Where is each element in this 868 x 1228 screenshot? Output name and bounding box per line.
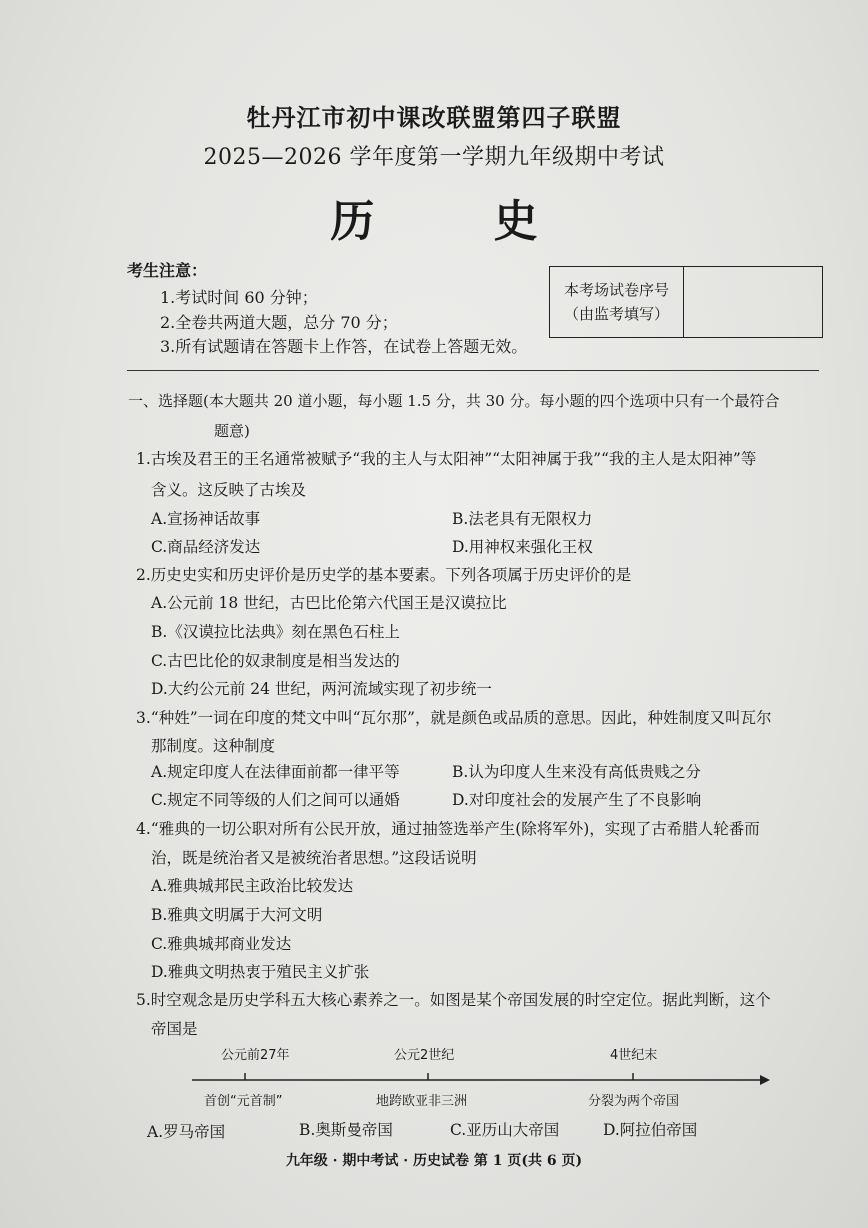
q2-option-a: A.公元前 18 世纪，古巴比伦第六代国王是汉谟拉比 xyxy=(151,594,507,612)
q1-option-a: A.宣扬神话故事 xyxy=(151,510,261,528)
q4-stem-line2: 治，既是统治者又是被统治者思想。”这段话说明 xyxy=(151,849,477,867)
timeline-bottom-label-2: 地跨欧亚非三洲 xyxy=(376,1094,468,1109)
seat-number-label xyxy=(550,267,684,337)
timeline-bottom-label-1: 首创“元首制” xyxy=(204,1094,283,1109)
exam-organizer-title: 牡丹江市初中课改联盟第四子联盟 xyxy=(246,103,622,132)
notice-item-3: 3.所有试题请在答题卡上作答，在试卷上答题无效。 xyxy=(160,337,528,356)
q1-option-d: D.用神权来强化王权 xyxy=(452,538,593,556)
timeline-top-label-1: 公元前27年 xyxy=(221,1048,290,1063)
q2-option-c: C.古巴比伦的奴隶制度是相当发达的 xyxy=(151,652,400,670)
q5-option-c: C.亚历山大帝国 xyxy=(450,1121,560,1139)
q1-option-c: C.商品经济发达 xyxy=(151,538,261,556)
seat-number-label-line1: 本考场试卷序号 xyxy=(563,281,669,299)
q3-option-b: B.认为印度人生来没有高低贵贱之分 xyxy=(452,763,701,781)
q1-option-b: B.法老具有无限权力 xyxy=(452,510,593,528)
q3-option-c: C.规定不同等级的人们之间可以通婚 xyxy=(151,791,400,809)
q4-option-b: B.雅典文明属于大河文明 xyxy=(151,906,323,924)
seat-number-label-line2: （由监考填写） xyxy=(563,305,669,323)
q5-option-d: D.阿拉伯帝国 xyxy=(603,1121,698,1139)
q3-stem-line1: 3.“种姓”一词在印度的梵文中叫“瓦尔那”，就是颜色或品质的意思。因此，种姓制度又叫瓦尔 xyxy=(136,709,772,727)
timeline-top-label-2: 公元2世纪 xyxy=(394,1048,455,1063)
q2-stem-line1: 2.历史史实和历史评价是历史学的基本要素。下列各项属于历史评价的是 xyxy=(136,566,632,584)
q4-option-d: D.雅典文明热衷于殖民主义扩张 xyxy=(151,963,370,981)
q3-stem-line2: 那制度。这种制度 xyxy=(151,737,276,755)
exam-term-title: 2025—2026 学年度第一学期九年级期中考试 xyxy=(203,145,665,170)
timeline-bottom-label-3: 分裂为两个帝国 xyxy=(588,1094,680,1109)
section1-heading: 一、选择题(本大题共 20 道小题，每小题 1.5 分，共 30 分。每小题的四个选项中只有一个最符合 xyxy=(128,392,780,410)
q5-option-b: B.奥斯曼帝国 xyxy=(299,1121,393,1139)
header-divider xyxy=(127,370,819,371)
notice-title: 考生注意： xyxy=(127,261,208,280)
q3-option-d: D.对印度社会的发展产生了不良影响 xyxy=(452,791,702,809)
q1-stem-line1: 1.古埃及君王的王名通常被赋予“我的主人与太阳神”“太阳神属于我”“我的主人是太阳神”等 xyxy=(136,450,757,468)
q2-option-b: B.《汉谟拉比法典》刻在黑色石柱上 xyxy=(151,623,400,641)
q2-option-d: D.大约公元前 24 世纪，两河流域实现了初步统一 xyxy=(151,680,492,698)
empire-timeline xyxy=(190,1040,780,1120)
q5-stem-line2: 帝国是 xyxy=(151,1020,198,1038)
q3-option-a: A.规定印度人在法律面前都一律平等 xyxy=(151,763,400,781)
seat-number-box xyxy=(549,266,823,338)
q4-option-a: A.雅典城邦民主政治比较发达 xyxy=(151,877,354,895)
page-footer: 九年级 · 期中考试 · 历史试卷 第 1 页(共 6 页) xyxy=(285,1153,583,1169)
subject-title: 历 史 xyxy=(330,196,590,247)
seat-number-field[interactable] xyxy=(686,267,820,337)
q4-stem-line1: 4.“雅典的一切公职对所有公民开放，通过抽签选举产生(除将军外)，实现了古希腊人轮番而 xyxy=(136,820,760,838)
section1-heading-cont: 题意) xyxy=(214,422,250,440)
notice-item-1: 1.考试时间 60 分钟； xyxy=(160,288,318,307)
q5-stem-line1: 5.时空观念是历史学科五大核心素养之一。如图是某个帝国发展的时空定位。据此判断，这个 xyxy=(136,991,771,1009)
timeline-top-label-3: 4世纪末 xyxy=(610,1048,658,1063)
q5-option-a: A.罗马帝国 xyxy=(147,1123,226,1141)
q1-stem-line2: 含义。这反映了古埃及 xyxy=(151,481,307,499)
notice-item-2: 2.全卷共两道大题，总分 70 分； xyxy=(160,313,398,332)
q4-option-c: C.雅典城邦商业发达 xyxy=(151,935,292,953)
timeline-arrow-head xyxy=(760,1075,770,1085)
